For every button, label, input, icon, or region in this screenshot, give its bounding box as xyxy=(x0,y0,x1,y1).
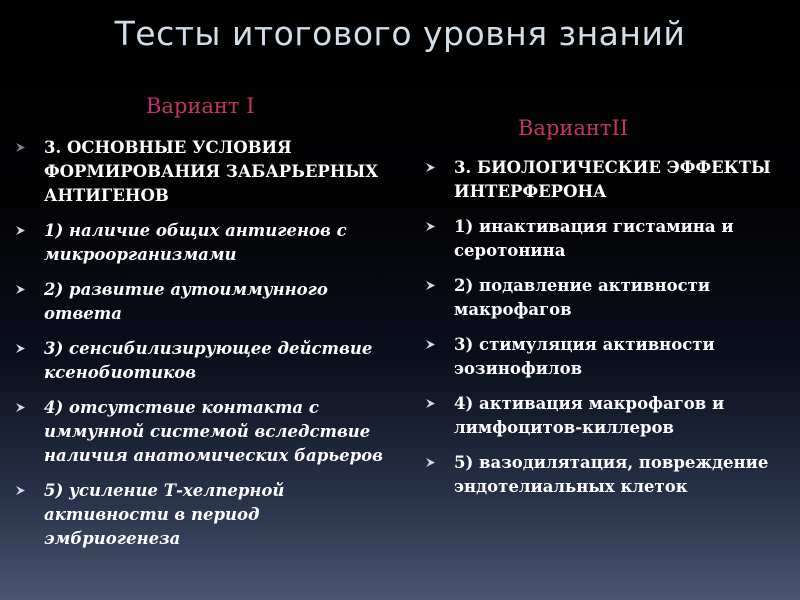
list-item xyxy=(426,392,788,440)
answer-text: 2) подавление активности макрофагов xyxy=(454,276,711,319)
answer-text: 5) усиление Т-хелперной активности в период эмбриогенеза xyxy=(44,481,285,548)
list-item xyxy=(426,333,788,381)
variant-1-column xyxy=(16,94,388,562)
answer-text: 5) вазодилятация, повреждение эндотелиальных клеток xyxy=(454,453,769,496)
bullet-arrow-icon xyxy=(426,340,435,349)
bullet-arrow-icon xyxy=(16,226,25,235)
list-item xyxy=(426,451,788,499)
answer-text: 3) стимуляция активности эозинофилов xyxy=(454,335,715,378)
list-item xyxy=(426,156,788,204)
list-item xyxy=(16,337,388,385)
variant-2-list xyxy=(426,156,788,499)
bullet-arrow-icon xyxy=(426,458,435,467)
list-item xyxy=(426,274,788,322)
bullet-arrow-icon xyxy=(16,486,25,495)
list-item xyxy=(16,278,388,326)
list-item xyxy=(16,479,388,551)
list-item xyxy=(426,215,788,263)
bullet-arrow-icon xyxy=(16,344,25,353)
answer-text: 1) наличие общих антигенов с микроорганизмами xyxy=(44,221,347,264)
bullet-arrow-icon xyxy=(426,281,435,290)
variant-2-heading: ВариантII xyxy=(518,116,629,140)
variant-1-heading: Вариант I xyxy=(146,94,255,118)
list-item xyxy=(16,136,388,208)
answer-text: 1) инактивация гистамина и серотонина xyxy=(454,217,734,260)
list-item xyxy=(16,396,388,468)
answer-text: 3) сенсибилизирующее действие ксенобиотиков xyxy=(44,339,373,382)
slide-title: Тесты итогового уровня знаний xyxy=(114,14,686,53)
bullet-arrow-icon xyxy=(426,163,435,172)
bullet-arrow-icon xyxy=(16,403,25,412)
answer-text: 4) активация макрофагов и лимфоцитов-киллеров xyxy=(454,394,725,437)
bullet-arrow-icon xyxy=(426,222,435,231)
list-item xyxy=(16,219,388,267)
bullet-arrow-icon xyxy=(426,399,435,408)
question-text: 3. ОСНОВНЫЕ УСЛОВИЯ ФОРМИРОВАНИЯ ЗАБАРЬЕРНЫХ АНТИГЕНОВ xyxy=(44,138,379,205)
bullet-arrow-icon xyxy=(16,285,25,294)
question-text: 3. БИОЛОГИЧЕСКИЕ ЭФФЕКТЫ ИНТЕРФЕРОНА xyxy=(454,158,771,201)
variant-2-column xyxy=(426,116,788,510)
variant-1-list xyxy=(16,136,388,551)
answer-text: 2) развитие аутоиммунного ответа xyxy=(44,280,328,323)
bullet-arrow-icon xyxy=(16,143,25,152)
answer-text: 4) отсутствие контакта с иммунной системой вследствие наличия анатомических барьеров xyxy=(44,398,384,465)
